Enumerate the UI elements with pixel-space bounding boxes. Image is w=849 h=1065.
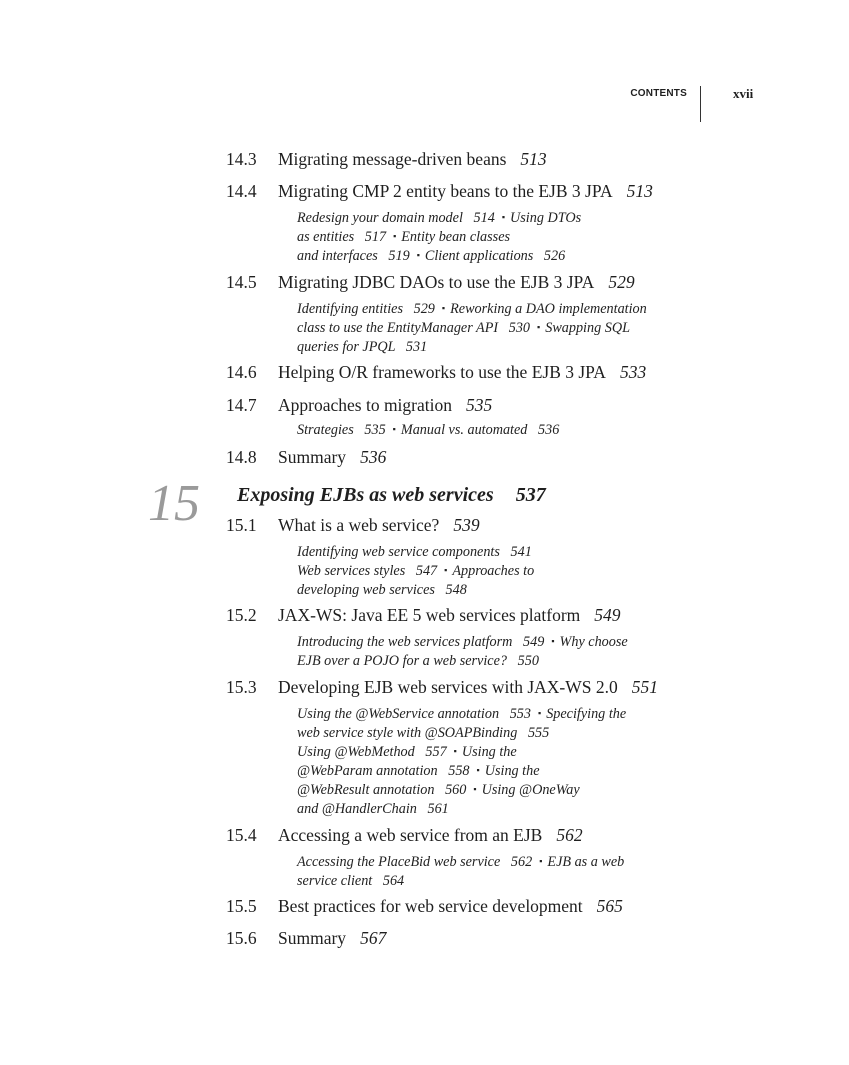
subsection-text: Identifying web service components 541 xyxy=(297,544,532,560)
subsection-line xyxy=(297,228,510,248)
subsection-line xyxy=(297,800,449,819)
bullet-separator-icon: ▪ xyxy=(539,856,543,866)
section-title: Summary xyxy=(278,928,347,948)
subsection-text: service client 564 xyxy=(297,873,405,889)
subsection-text: Identifying entities 529 xyxy=(297,301,435,317)
section-number: 14.5 xyxy=(226,272,257,292)
section-number: 15.2 xyxy=(226,605,257,625)
subsection-text: class to use the EntityManager API 530 xyxy=(297,320,531,336)
section-title: Migrating message-driven beans xyxy=(278,149,507,169)
section-number: 15.3 xyxy=(226,677,257,697)
chapter-page: 537 xyxy=(515,484,546,506)
subsection-line xyxy=(297,421,559,441)
bullet-separator-icon: ▪ xyxy=(453,746,457,756)
subsection-text: Using DTOs xyxy=(510,210,582,226)
subsection-text: Reworking a DAO implementation xyxy=(450,301,647,317)
section-number: 15.5 xyxy=(226,896,257,916)
subsection-line xyxy=(297,543,532,562)
section-page: 513 xyxy=(520,149,547,169)
section-page: 539 xyxy=(453,515,480,535)
section-number: 14.8 xyxy=(226,447,257,467)
bullet-separator-icon: ▪ xyxy=(473,784,477,794)
subsection-text: and @HandlerChain 561 xyxy=(297,801,449,817)
bullet-separator-icon: ▪ xyxy=(537,708,542,718)
subsection-text: Introducing the web services platform 549 xyxy=(297,634,545,650)
subsection-line xyxy=(297,853,624,873)
chapter-title-text: Exposing EJBs as web services xyxy=(237,484,494,506)
subsection-text: Specifying the xyxy=(546,706,627,722)
subsection-text: developing web services 548 xyxy=(297,582,467,598)
page-number: xvii xyxy=(733,86,754,101)
subsection-text: Using the xyxy=(461,744,517,760)
subsection-line xyxy=(297,781,580,801)
subsection-text: Using @WebMethod 557 xyxy=(297,744,447,760)
subsection-text: Using the @WebService annotation 553 xyxy=(297,706,531,722)
section-label: CONTENTS xyxy=(630,88,687,99)
subsection-text: Using @OneWay xyxy=(481,782,580,798)
section-number: 15.6 xyxy=(226,928,257,948)
bullet-separator-icon: ▪ xyxy=(392,424,396,434)
section-number: 15.4 xyxy=(226,825,257,845)
subsection-line xyxy=(297,633,628,653)
section-title: Summary xyxy=(278,447,347,467)
subsection-text: Manual vs. automated 536 xyxy=(400,422,560,438)
subsection-text: Redesign your domain model 514 xyxy=(297,210,495,226)
subsection-line xyxy=(297,652,539,671)
bullet-separator-icon: ▪ xyxy=(444,565,448,575)
toc-entry xyxy=(226,394,492,416)
bullet-separator-icon: ▪ xyxy=(537,322,541,332)
section-page: 536 xyxy=(360,447,387,467)
subsection-text: @WebResult annotation 560 xyxy=(297,782,467,798)
bullet-separator-icon: ▪ xyxy=(393,231,397,241)
toc-entry xyxy=(226,271,635,293)
section-number: 14.4 xyxy=(226,181,257,201)
subsection-line xyxy=(297,705,626,725)
chapter-title xyxy=(237,482,546,508)
section-title: What is a web service? xyxy=(278,515,440,535)
subsection-text: Web services styles 547 xyxy=(297,563,438,579)
section-page: 565 xyxy=(596,896,623,916)
section-page: 535 xyxy=(465,395,493,415)
subsection-line xyxy=(297,581,467,600)
section-page: 567 xyxy=(360,928,387,948)
section-number: 14.3 xyxy=(226,149,257,169)
section-page: 562 xyxy=(556,825,583,845)
toc-entry xyxy=(226,824,583,846)
section-page: 549 xyxy=(594,605,621,625)
subsection-text: @WebParam annotation 558 xyxy=(297,763,470,779)
section-title: Helping O/R frameworks to use the EJB 3 JPA xyxy=(278,362,606,382)
subsection-text: EJB as a web xyxy=(547,854,625,870)
running-head xyxy=(0,86,849,122)
section-number: 15.1 xyxy=(226,515,257,535)
subsection-text: and interfaces 519 xyxy=(297,248,410,264)
header-divider xyxy=(700,86,701,122)
section-title: Best practices for web service development xyxy=(278,896,583,916)
section-title: Accessing a web service from an EJB xyxy=(278,825,543,845)
bullet-separator-icon: ▪ xyxy=(501,212,506,222)
toc-entry xyxy=(226,604,621,626)
bullet-separator-icon: ▪ xyxy=(551,636,555,646)
subsection-text: EJB over a POJO for a web service? 550 xyxy=(297,653,539,669)
toc-entry xyxy=(226,361,646,383)
section-title: Migrating CMP 2 entity beans to the EJB 3 JPA xyxy=(278,181,613,201)
chapter-number: 15 xyxy=(148,475,200,532)
toc-entry xyxy=(226,676,658,698)
subsection-text: Swapping SQL xyxy=(545,320,630,336)
toc-entry xyxy=(226,514,480,536)
subsection-text: Client applications 526 xyxy=(424,248,566,264)
section-title: Developing EJB web services with JAX-WS 2.0 xyxy=(278,677,618,697)
subsection-text: web service style with @SOAPBinding 555 xyxy=(297,725,550,741)
bullet-separator-icon: ▪ xyxy=(416,250,420,260)
subsection-text: Accessing the PlaceBid web service 562 xyxy=(297,854,533,870)
subsection-text: Entity bean classes xyxy=(401,229,511,245)
subsection-line xyxy=(297,724,549,743)
subsection-text: Strategies 535 xyxy=(297,422,386,438)
subsection-text: as entities 517 xyxy=(297,229,387,245)
subsection-line xyxy=(297,209,581,229)
subsection-line xyxy=(297,762,540,782)
toc-entry xyxy=(226,180,653,202)
subsection-line xyxy=(297,247,565,267)
subsection-line xyxy=(297,872,404,891)
toc-entry xyxy=(226,895,623,917)
subsection-line xyxy=(297,338,427,357)
section-title: Migrating JDBC DAOs to use the EJB 3 JPA xyxy=(278,272,595,292)
toc-entry xyxy=(226,927,386,949)
section-page: 529 xyxy=(608,272,635,292)
subsection-text: Using the xyxy=(484,763,540,779)
toc-entry xyxy=(226,446,386,468)
section-number: 14.7 xyxy=(226,395,257,415)
bullet-separator-icon: ▪ xyxy=(441,303,446,313)
section-page: 533 xyxy=(619,362,647,382)
section-number: 14.6 xyxy=(226,362,257,382)
section-page: 551 xyxy=(631,677,658,697)
subsection-text: queries for JPQL 531 xyxy=(297,339,428,355)
subsection-line xyxy=(297,300,647,320)
section-title: Approaches to migration xyxy=(278,395,452,415)
subsection-line xyxy=(297,562,534,582)
section-page: 513 xyxy=(626,181,653,201)
subsection-text: Why choose xyxy=(559,634,628,650)
section-title: JAX-WS: Java EE 5 web services platform xyxy=(278,605,581,625)
subsection-line xyxy=(297,743,517,763)
subsection-text: Approaches to xyxy=(452,563,535,579)
subsection-line xyxy=(297,319,630,339)
bullet-separator-icon: ▪ xyxy=(476,765,480,775)
toc-entry xyxy=(226,148,547,170)
